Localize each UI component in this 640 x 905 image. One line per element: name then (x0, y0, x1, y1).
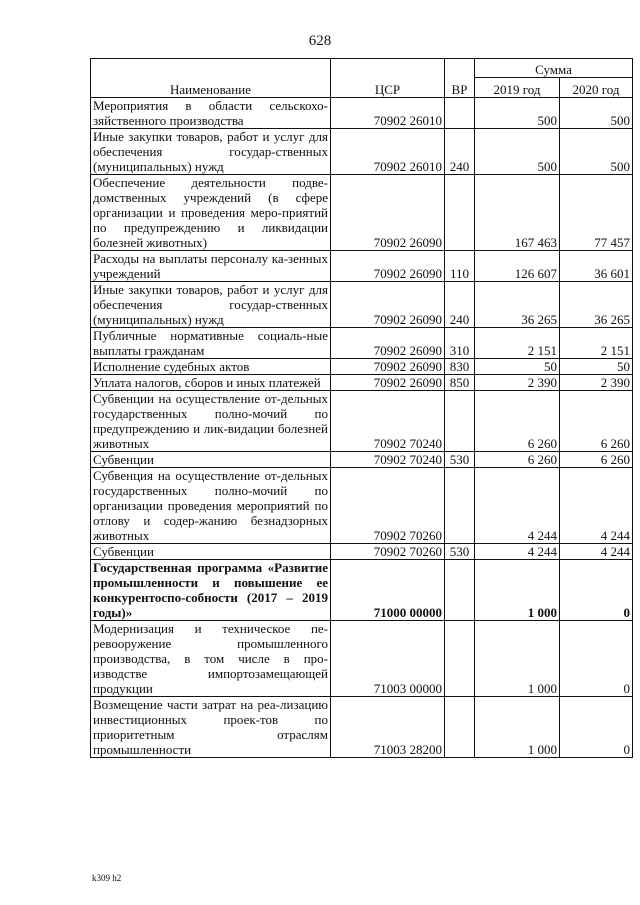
row-name: Модернизация и техническое пе-ревооружение промышленного производства, в том числе в про-изводстве импортозамещающей продукции (91, 621, 331, 697)
row-sum-2020: 36 265 (560, 282, 633, 328)
header-sum: Сумма (475, 59, 633, 78)
row-name: Субвенции (91, 544, 331, 560)
row-csr: 70902 26090 (331, 282, 445, 328)
row-name: Государственная программа «Развитие промышленности и повышение ее конкурентоспо-собности (2017 – 2019 годы)» (91, 560, 331, 621)
table-row (91, 282, 633, 328)
row-name: Субвенции (91, 452, 331, 468)
row-sum-2019: 500 (475, 129, 560, 175)
budget-table (90, 58, 633, 758)
table-row (91, 621, 633, 697)
table-row (91, 697, 633, 758)
table-row (91, 391, 633, 452)
header-csr: ЦСР (331, 59, 445, 98)
row-csr: 70902 70240 (331, 391, 445, 452)
row-sum-2019: 6 260 (475, 391, 560, 452)
table-row (91, 375, 633, 391)
table-row (91, 468, 633, 544)
row-name: Иные закупки товаров, работ и услуг для обеспечения государ-ственных (муниципальных) нужд (91, 282, 331, 328)
row-vr: 110 (445, 251, 475, 282)
row-name: Уплата налогов, сборов и иных платежей (91, 375, 331, 391)
row-csr: 70902 26090 (331, 251, 445, 282)
row-sum-2019: 1 000 (475, 621, 560, 697)
row-csr: 70902 26090 (331, 375, 445, 391)
row-sum-2020: 500 (560, 98, 633, 129)
row-vr (445, 560, 475, 621)
row-vr: 530 (445, 544, 475, 560)
row-vr (445, 468, 475, 544)
header-vr: ВР (445, 59, 475, 98)
header-name: Наименование (91, 59, 331, 98)
page-number: 628 (308, 33, 332, 49)
row-sum-2019: 4 244 (475, 468, 560, 544)
row-csr: 70902 26010 (331, 98, 445, 129)
row-name: Возмещение части затрат на реа-лизацию инвестиционных проек-тов по приоритетным отраслям промышленности (91, 697, 331, 758)
row-name: Мероприятия в области сельскохо-зяйственного производства (91, 98, 331, 129)
row-vr: 240 (445, 129, 475, 175)
row-name: Субвенции на осуществление от-дельных государственных полно-мочий по предупреждению и лик-видации болезней животных (91, 391, 331, 452)
row-csr: 70902 26090 (331, 328, 445, 359)
row-vr: 530 (445, 452, 475, 468)
row-csr: 70902 70240 (331, 452, 445, 468)
row-csr: 70902 26090 (331, 175, 445, 251)
row-sum-2020: 4 244 (560, 544, 633, 560)
row-csr: 71003 00000 (331, 621, 445, 697)
row-name: Иные закупки товаров, работ и услуг для обеспечения государ-ственных (муниципальных) нужд (91, 129, 331, 175)
row-name: Субвенция на осуществление от-дельных государственных полно-мочий по организации проведения мероприятий по отлову и содер-жанию безнадзорных животных (91, 468, 331, 544)
table-row (91, 359, 633, 375)
row-sum-2020: 36 601 (560, 251, 633, 282)
row-sum-2019: 167 463 (475, 175, 560, 251)
row-sum-2019: 36 265 (475, 282, 560, 328)
table-row (91, 251, 633, 282)
row-sum-2020: 500 (560, 129, 633, 175)
table-row (91, 452, 633, 468)
row-vr: 310 (445, 328, 475, 359)
table-body (91, 98, 633, 758)
row-name: Публичные нормативные социаль-ные выплаты гражданам (91, 328, 331, 359)
row-name: Расходы на выплаты персоналу ка-зенных учреждений (91, 251, 331, 282)
row-sum-2019: 500 (475, 98, 560, 129)
row-csr: 70902 26090 (331, 359, 445, 375)
row-vr (445, 621, 475, 697)
row-csr: 70902 70260 (331, 544, 445, 560)
row-sum-2020: 0 (560, 560, 633, 621)
footer-code: k309 h2 (92, 873, 122, 883)
row-sum-2020: 0 (560, 621, 633, 697)
table-row (91, 328, 633, 359)
row-sum-2020: 2 151 (560, 328, 633, 359)
row-csr: 70902 26010 (331, 129, 445, 175)
table-row (91, 98, 633, 129)
row-sum-2020: 2 390 (560, 375, 633, 391)
row-sum-2019: 1 000 (475, 697, 560, 758)
row-sum-2019: 126 607 (475, 251, 560, 282)
row-vr (445, 175, 475, 251)
row-vr (445, 391, 475, 452)
row-name: Обеспечение деятельности подве-домственных учреждений (в сфере организации и проведения меро-приятий по предупреждению и ликвидации болезней животных) (91, 175, 331, 251)
row-csr: 70902 70260 (331, 468, 445, 544)
row-vr: 830 (445, 359, 475, 375)
row-sum-2019: 2 390 (475, 375, 560, 391)
table-row (91, 560, 633, 621)
row-sum-2020: 6 260 (560, 391, 633, 452)
row-sum-2020: 77 457 (560, 175, 633, 251)
row-name: Исполнение судебных актов (91, 359, 331, 375)
header-2019: 2019 год (475, 78, 560, 98)
table-row (91, 544, 633, 560)
row-sum-2019: 1 000 (475, 560, 560, 621)
row-sum-2020: 50 (560, 359, 633, 375)
header-2020: 2020 год (560, 78, 633, 98)
row-sum-2020: 0 (560, 697, 633, 758)
row-vr (445, 697, 475, 758)
row-vr: 240 (445, 282, 475, 328)
row-sum-2019: 50 (475, 359, 560, 375)
row-sum-2019: 2 151 (475, 328, 560, 359)
row-vr (445, 98, 475, 129)
table-row (91, 129, 633, 175)
table-row (91, 175, 633, 251)
row-vr: 850 (445, 375, 475, 391)
row-sum-2020: 6 260 (560, 452, 633, 468)
row-csr: 71003 28200 (331, 697, 445, 758)
row-sum-2020: 4 244 (560, 468, 633, 544)
row-csr: 71000 00000 (331, 560, 445, 621)
row-sum-2019: 4 244 (475, 544, 560, 560)
row-sum-2019: 6 260 (475, 452, 560, 468)
